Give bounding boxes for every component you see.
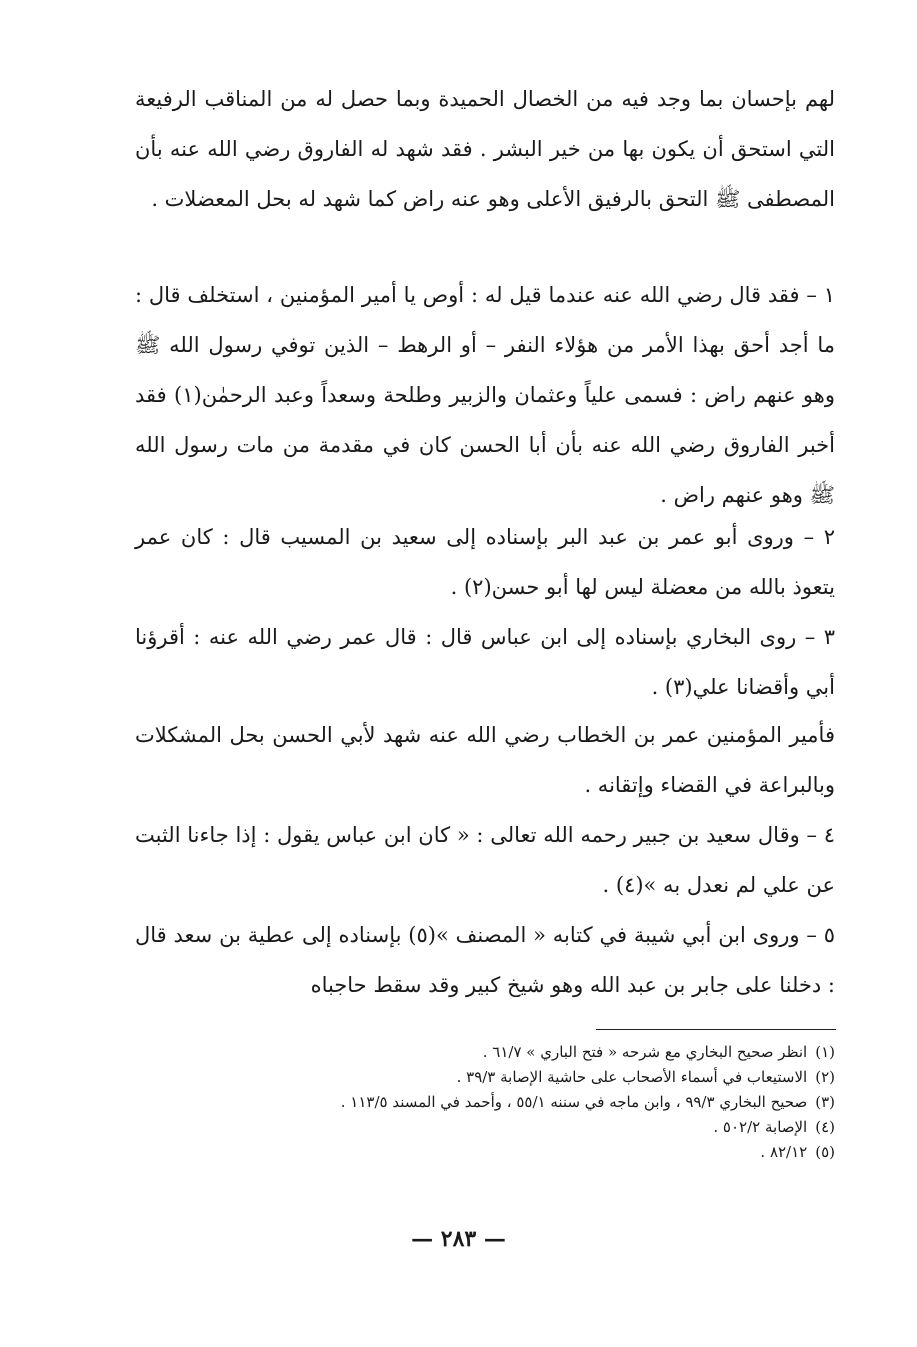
footnote-text: الاستيعاب في أسماء الأصحاب على حاشية الإصابة ٣٩/٣ .	[456, 1068, 808, 1086]
paragraph-summary: فأمير المؤمنين عمر بن الخطاب رضي الله عنه شهد لأبي الحسن بحل المشكلات وبالبراعة في القضاء وإتقانه .	[135, 723, 835, 797]
footnote-5	[135, 1140, 835, 1165]
footnote-2	[135, 1065, 835, 1090]
footnote-3	[135, 1090, 835, 1115]
footnote-text: الإصابة ٥٠٢/٢ .	[713, 1118, 808, 1136]
paragraph-1: ١ – فقد قال رضي الله عنه عندما قيل له : أوص يا أمير المؤمنين ، استخلف قال : ما أجد أحق بهذا الأمر من هؤلاء النفر – أو الرهط – الذين توفي رسول الله ﷺ وهو عنهم راض : فسمى علياً وعثمان والزبير وطلحة وسعداً وعبد الرحمٰن(١) فقد أخبر الفاروق رضي الله عنه بأن أبا الحسن كان في مقدمة من مات رسول الله ﷺ وهو عنهم راض .	[135, 283, 835, 507]
footnote-4	[135, 1115, 835, 1140]
footnote-number: (٢)	[815, 1068, 835, 1086]
footnote-text: صحيح البخاري ٩٩/٣ ، وابن ماجه في سننه ٥٥/١ ، وأحمد في المسند ١١٣/٥ .	[340, 1093, 808, 1111]
paragraph-3: ٣ – روى البخاري بإسناده إلى ابن عباس قال : قال عمر رضي الله عنه : أقرؤنا أبي وأقضانا علي(٣) .	[135, 625, 835, 699]
footnote-number: (٣)	[815, 1093, 835, 1111]
paragraph-4: ٤ – وقال سعيد بن جبير رحمه الله تعالى : « كان ابن عباس يقول : إذا جاءنا الثبت عن علي لم نعدل به »(٤) .	[135, 823, 835, 897]
paragraph-2: ٢ – وروى أبو عمر بن عبد البر بإسناده إلى سعيد بن المسيب قال : كان عمر يتعوذ بالله من معضلة ليس لها أبو حسن(٢) .	[135, 525, 835, 599]
footnote-number: (٤)	[815, 1118, 835, 1136]
footnote-number: (١)	[815, 1043, 835, 1061]
paragraph-5: ٥ – وروى ابن أبي شيبة في كتابه « المصنف »(٥) بإسناده إلى عطية بن سعد قال : دخلنا على جابر بن عبد الله وهو شيخ كبير وقد سقط حاجباه	[135, 923, 835, 997]
footnote-text: انظر صحيح البخاري مع شرحه « فتح الباري » ٦١/٧ .	[482, 1043, 808, 1061]
footnote-1	[135, 1040, 835, 1065]
footnotes	[135, 1040, 835, 1165]
footnote-number: (٥)	[815, 1143, 835, 1161]
footnote-text: ٨٢/١٢ .	[760, 1143, 808, 1161]
footnote-separator	[596, 1029, 836, 1030]
page-number: — ٢٨٣ —	[411, 1226, 506, 1252]
paragraph-intro: لهم بإحسان بما وجد فيه من الخصال الحميدة وبما حصل له من المناقب الرفيعة التي استحق أن يكون بها من خير البشر . فقد شهد له الفاروق رضي الله عنه بأن المصطفى ﷺ التحق بالرفيق الأعلى وهو عنه راض كما شهد له بحل المعضلات .	[135, 87, 835, 211]
